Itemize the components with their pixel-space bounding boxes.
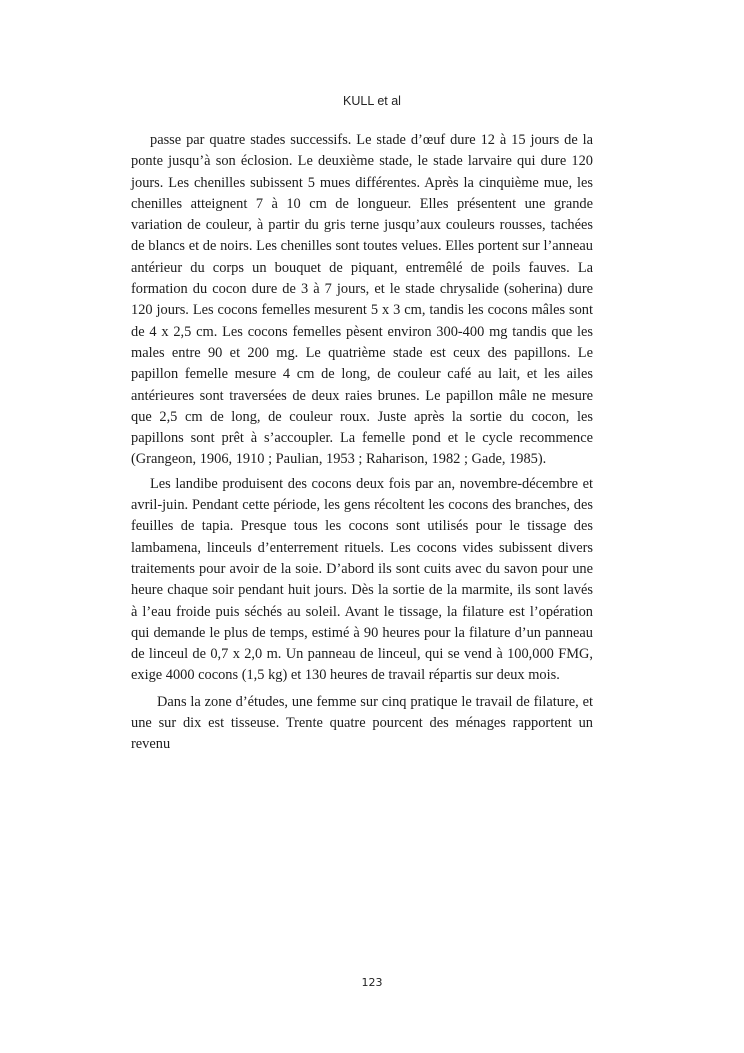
paragraph-study-zone: Dans la zone d’études, une femme sur cinq pratique le travail de filature, et une sur dix est tisseuse. Trente quatre pourcent des ménages rapportent un revenu — [131, 693, 593, 753]
page-number: 123 — [361, 976, 383, 989]
body-text — [131, 130, 593, 756]
paragraph-cocoon-processing: Les landibe produisent des cocons deux fois par an, novembre-décembre et avril-juin. Pendant cette période, les gens récoltent les cocons des branches, des feuilles de tapia. Presque tous les cocons sont utilisés pour le tissage des lambamena, linceuls d’enterrement rituels. Les cocons vides subissent divers traitements pour avoir de la soie. D’abord ils sont cuits avec du savon pour une heure chaque soir pendant huit jours. Dès la sortie de la marmite, ils sont lavés à l’eau froide puis séchés au soleil. Avant le tissage, la filature est l’opération qui demande le plus de temps, estimé à 90 heures pour la filature d’un panneau de linceul de 0,7 x 2,0 m. Un panneau de linceul, qui se vend à 100,000 FMG, exige 4000 cocons (1,5 kg) et 130 heures de travail répartis sur deux mois. — [131, 475, 593, 684]
running-head: KULL et al — [343, 94, 401, 108]
paragraph-life-cycle: passe par quatre stades successifs. Le stade d’œuf dure 12 à 15 jours de la ponte jusqu’à son éclosion. Le deuxième stade, le stade larvaire qui dure 120 jours. Les chenilles subissent 5 mues différentes. Après la cinquième mue, les chenilles atteignent 7 à 10 cm de longueur. Elles présentent une grande variation de couleur, à partir du gris terne jusqu’aux couleurs rousses, tachées de blancs et de noirs. Les chenilles sont toutes velues. Elles portent sur l’anneau antérieur du corps un bouquet de piquant, entremêlé de poils fauves. La formation du cocon dure de 3 à 7 jours, et le stade chrysalide (soherina) dure 120 jours. Les cocons femelles mesurent 5 x 3 cm, tandis les cocons mâles sont de 4 x 2,5 cm. Les cocons femelles pèsent environ 300-400 mg tandis que les males entre 90 et 200 mg. Le quatrième stade est ceux des papillons. Le papillon femelle mesure 4 cm de long, de couleur café au lait, et les ailes antérieures sont traversées de deux raies brunes. Le papillon mâle ne mesure que 2,5 cm de long, de couleur roux. Juste après la sortie du cocon, les papillons sont prêt à s’accoupler. La femelle pond et le cycle recommence (Grangeon, 1906, 1910 ; Paulian, 1953 ; Raharison, 1982 ; Gade, 1985). — [131, 132, 593, 468]
